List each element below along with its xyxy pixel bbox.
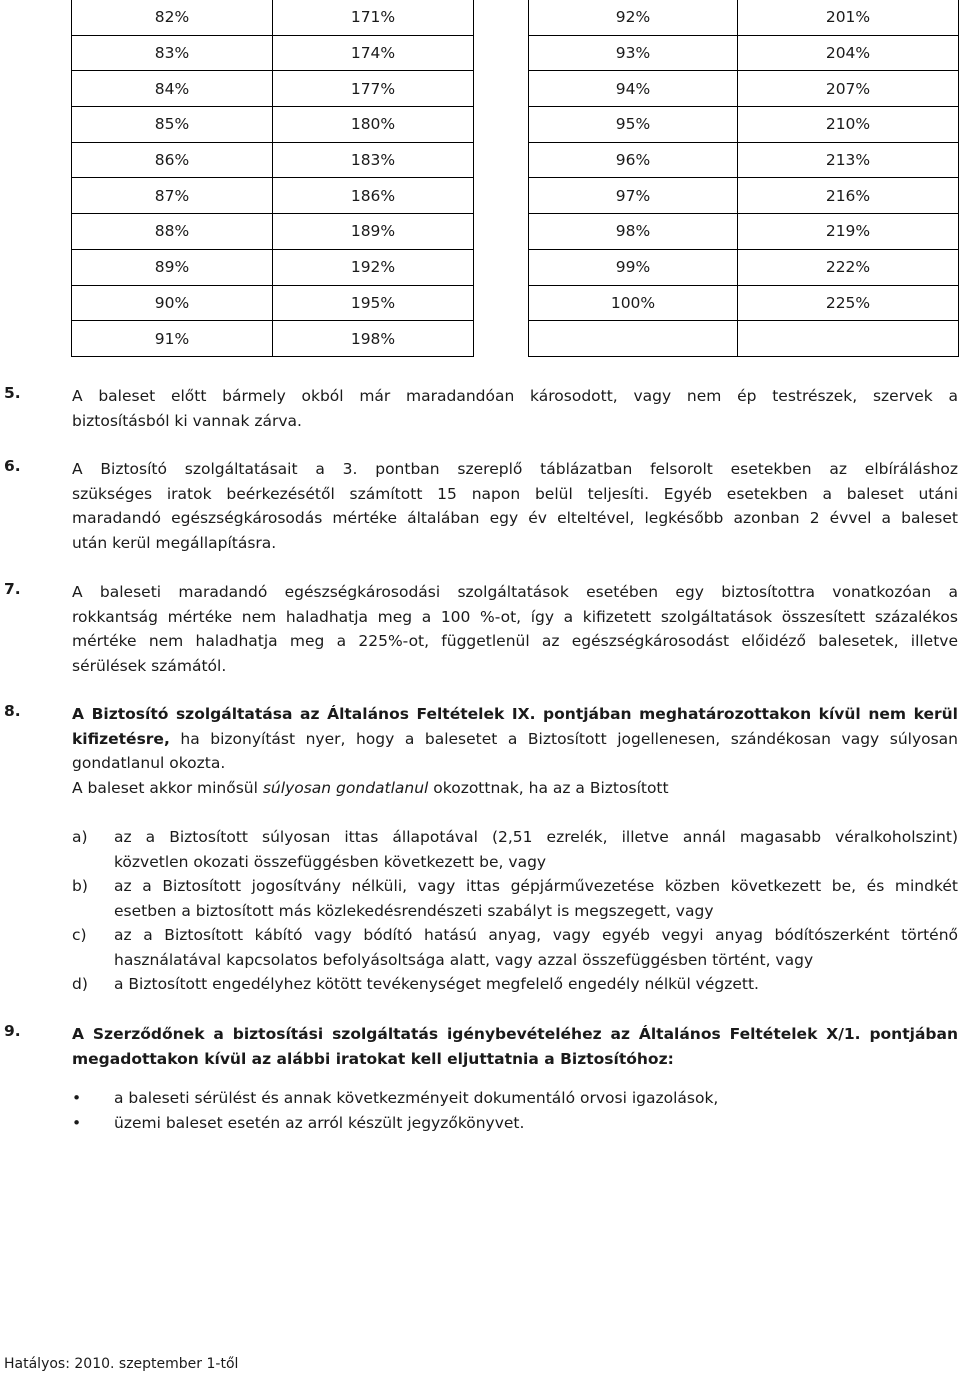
section-7-line: mértéke nem haladhatja meg a 225%-ot, függetlenül az egészségkárosodást előidéző balesetek, illetve [72, 632, 958, 651]
table-row [529, 142, 959, 178]
section-7-line: rokkantság mértéke nem haladhatja meg a 100 %-ot, így a kifizetett szolgáltatások összesített százalékos [72, 607, 958, 626]
disability-percent-cell: 83% [72, 35, 273, 71]
list-item-d [72, 972, 958, 997]
section-8-heading-line: A Biztosító szolgáltatása az Általános Feltételek IX. pontjában meghatározottakon kívül nem kerül [72, 705, 958, 723]
bullet-text: a baleseti sérülést és annak következményeit dokumentáló orvosi igazolások, [114, 1089, 719, 1107]
section-6-number: 6. [4, 457, 21, 475]
section-8-line-a: A baleset akkor minősül [72, 778, 263, 797]
payout-percent-cell: 198% [273, 321, 474, 357]
section-7-number: 7. [4, 580, 21, 598]
table-row [529, 321, 959, 357]
disability-percent-cell: 88% [72, 214, 273, 250]
table-row [72, 35, 474, 71]
section-9-number: 9. [4, 1022, 21, 1040]
bullet-text: üzemi baleset esetén az arról készült jegyzőkönyvet. [114, 1114, 525, 1132]
disability-percent-cell: 85% [72, 107, 273, 143]
disability-percent-cell: 91% [72, 321, 273, 357]
payout-percent-cell: 201% [738, 0, 959, 35]
payout-percent-cell [738, 321, 959, 357]
bullet-item [72, 1111, 524, 1135]
payout-percent-cell: 180% [273, 107, 474, 143]
section-6-line: A Biztosító szolgáltatásait a 3. pontban szereplő táblázatban felsorolt esetekben az elbíráláshoz [72, 460, 958, 478]
disability-percent-cell: 86% [72, 142, 273, 178]
section-8-text [72, 702, 958, 800]
list-label: d) [72, 975, 88, 993]
list-item-line: közvetlen okozati összefüggésben következett be, vagy [114, 852, 547, 871]
section-7-line: A baleseti maradandó egészségkárosodási szolgáltatások esetében egy biztosítottra vonatkozóan a [72, 583, 958, 601]
section-8-line-b: okozottnak, ha az a Biztosított [428, 778, 669, 797]
disability-percent-cell: 97% [529, 178, 738, 214]
section-7-text [72, 580, 958, 678]
section-8-line: gondatlanul okozta. [72, 754, 226, 773]
list-item-line: az a Biztosított kábító vagy bódító hatású anyag, vagy egyéb vegyi anyag bódítószerként történő [114, 926, 958, 944]
payout-percent-cell: 174% [273, 35, 474, 71]
table-row [72, 0, 474, 35]
payout-percent-cell: 195% [273, 285, 474, 321]
payout-percent-cell: 171% [273, 0, 474, 35]
section-6-text [72, 457, 958, 555]
table-row [529, 249, 959, 285]
list-label: b) [72, 877, 88, 895]
table-row [72, 178, 474, 214]
list-item-line: az a Biztosított súlyosan ittas állapotával (2,51 ezrelék, illetve annál magasabb véralkoholszint) [114, 828, 958, 846]
section-6-line: maradandó egészségkárosodás mértéke általában egy év elteltével, legkésőbb azonban 2 évvel a baleset [72, 509, 958, 528]
disability-percent-cell: 90% [72, 285, 273, 321]
section-9-text [72, 1022, 958, 1071]
disability-percent-cell: 96% [529, 142, 738, 178]
section-8-line-rest: ha bizonyítást nyer, hogy a balesetet a Biztosított jogellenesen, szándékosan vagy súlyosan [169, 729, 958, 748]
section-5-text [72, 384, 958, 433]
section-7-line: sérülések számától. [72, 656, 227, 675]
list-item-a [72, 825, 958, 874]
disability-percent-cell: 82% [72, 0, 273, 35]
disability-percent-cell: 93% [529, 35, 738, 71]
table-row [72, 142, 474, 178]
payout-percent-cell: 213% [738, 142, 959, 178]
table-row [529, 214, 959, 250]
list-item-c [72, 923, 958, 972]
section-9-line: megadottakon kívül az alábbi iratokat kell eljuttatnia a Biztosítóhoz: [72, 1049, 674, 1068]
list-label: a) [72, 828, 88, 846]
payout-percent-cell: 192% [273, 249, 474, 285]
disability-percent-cell: 87% [72, 178, 273, 214]
disability-percent-cell: 98% [529, 214, 738, 250]
section-5-line: A baleset előtt bármely okból már maradandóan károsodott, vagy nem ép testrészek, szervek a [72, 387, 958, 405]
section-5-line: biztosításból ki vannak zárva. [72, 411, 302, 430]
section-5-number: 5. [4, 384, 21, 402]
table-row [72, 249, 474, 285]
payout-percent-cell: 210% [738, 107, 959, 143]
payout-percent-cell: 183% [273, 142, 474, 178]
section-9-line: A Szerződőnek a biztosítási szolgáltatás igénybevételéhez az Általános Feltételek X/1. pontjában [72, 1025, 958, 1043]
table-row [72, 285, 474, 321]
disability-percent-cell: 84% [72, 71, 273, 107]
disability-percent-cell: 92% [529, 0, 738, 35]
table-row [529, 178, 959, 214]
disability-percent-cell: 94% [529, 71, 738, 107]
bullet-icon: • [72, 1089, 82, 1107]
payout-percent-cell: 222% [738, 249, 959, 285]
table-row [529, 0, 959, 35]
percentage-table-right [528, 0, 959, 357]
list-item-line: a Biztosított engedélyhez kötött tevékenységet megfelelő engedély nélkül végzett. [114, 975, 759, 993]
percentage-table-left [71, 0, 474, 357]
payout-percent-cell: 216% [738, 178, 959, 214]
list-item-line: az a Biztosított jogosítvány nélküli, vagy ittas gépjárművezetése közben következett be, és mindkét [114, 877, 958, 895]
list-item-line: használatával kapcsolatos befolyásoltsága alatt, vagy azzal összefüggésben történt, vagy [114, 950, 814, 969]
table-row [529, 35, 959, 71]
footer-effective-date: Hatályos: 2010. szeptember 1-től [4, 1356, 239, 1372]
disability-percent-cell: 89% [72, 249, 273, 285]
section-8-bold-word: kifizetésre, [72, 729, 170, 748]
disability-percent-cell: 95% [529, 107, 738, 143]
bullet-icon: • [72, 1114, 82, 1132]
disability-percent-cell: 100% [529, 285, 738, 321]
payout-percent-cell: 225% [738, 285, 959, 321]
table-row [72, 321, 474, 357]
section-8-italic-phrase: súlyosan gondatlanul [262, 778, 429, 797]
list-item-line: esetben a biztosított más közlekedésrendészeti szabályt is megszegett, vagy [114, 901, 714, 920]
table-row [72, 71, 474, 107]
section-6-line: után kerül megállapításra. [72, 533, 277, 552]
disability-percent-cell [529, 321, 738, 357]
payout-percent-cell: 219% [738, 214, 959, 250]
table-row [529, 71, 959, 107]
list-item-b [72, 874, 958, 923]
section-8-number: 8. [4, 702, 21, 720]
payout-percent-cell: 204% [738, 35, 959, 71]
list-label: c) [72, 926, 87, 944]
payout-percent-cell: 189% [273, 214, 474, 250]
bullet-item [72, 1086, 718, 1110]
payout-percent-cell: 207% [738, 71, 959, 107]
section-6-line: szükséges iratok beérkezésétől számított 15 napon belül teljesíti. Egyéb esetekben a baleset utáni [72, 484, 958, 503]
payout-percent-cell: 186% [273, 178, 474, 214]
payout-percent-cell: 177% [273, 71, 474, 107]
table-row [529, 107, 959, 143]
table-row [72, 214, 474, 250]
table-row [72, 107, 474, 143]
disability-percent-cell: 99% [529, 249, 738, 285]
table-row [529, 285, 959, 321]
